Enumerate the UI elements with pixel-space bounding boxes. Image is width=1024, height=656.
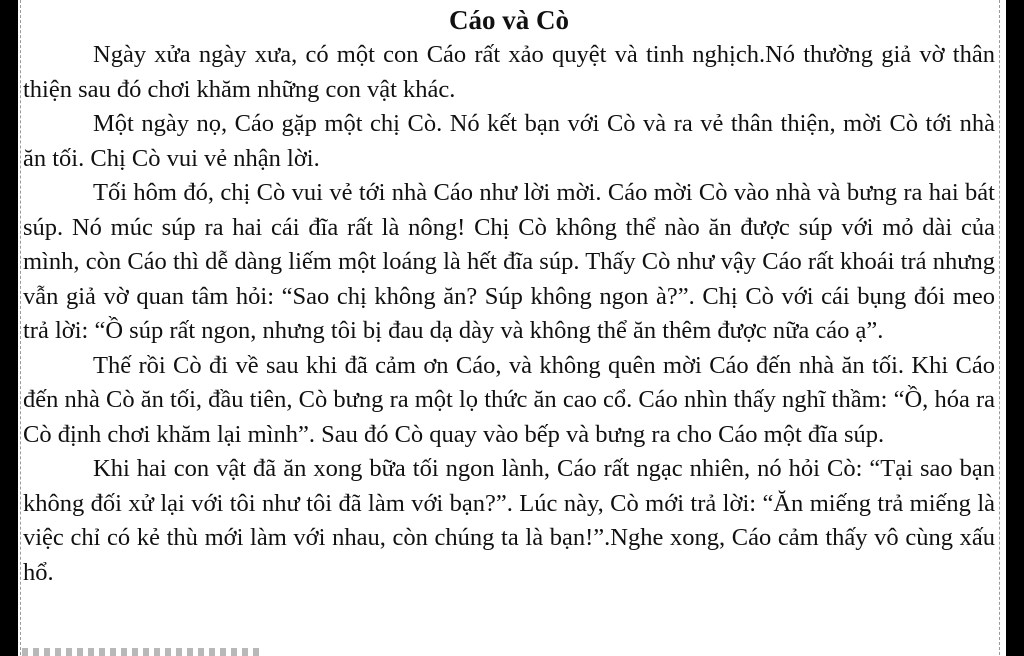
cut-off-next-line (22, 648, 262, 656)
document-body (23, 2, 995, 590)
paragraph-2: Một ngày nọ, Cáo gặp một chị Cò. Nó kết bạn với Cò và ra vẻ thân thiện, mời Cò tới nhà ăn tối. Chị Cò vui vẻ nhận lời. (23, 110, 995, 172)
document-page (18, 0, 1006, 656)
paragraph-5: Khi hai con vật đã ăn xong bữa tối ngon lành, Cáo rất ngạc nhiên, nó hỏi Cò: “Tại sao bạn không đối xử lại với tôi như tôi đã làm với bạn?”. Lúc này, Cò mới trả lời: “Ăn miếng trả miếng là việc chỉ có kẻ thù mới làm với nhau, còn chúng ta là bạn!”.Nghe xong, Cáo cảm thấy vô cùng xấu hổ. (23, 455, 995, 586)
paragraph-3: Tối hôm đó, chị Cò vui vẻ tới nhà Cáo như lời mời. Cáo mời Cò vào nhà và bưng ra hai bát súp. Nó múc súp ra hai cái đĩa rất là nông! Chị Cò không thể nào ăn được súp với mỏ dài của mình, còn Cáo thì dễ dàng liếm một loáng là hết đĩa súp. Thấy Cò như vậy Cáo rất khoái trá nhưng vẫn giả vờ quan tâm hỏi: “Sao chị không ăn? Súp không ngon à?”. Chị Cò với cái bụng đói meo trả lời: “Ồ súp rất ngon, nhưng tôi bị đau dạ dày và không thể ăn thêm được nữa cáo ạ”. (23, 179, 995, 344)
paragraph-4: Thế rồi Cò đi về sau khi đã cảm ơn Cáo, và không quên mời Cáo đến nhà ăn tối. Khi Cáo đến nhà Cò ăn tối, đầu tiên, Cò bưng ra một lọ thức ăn cao cổ. Cáo nhìn thấy nghĩ thầm: “Ồ, hóa ra Cò định chơi khăm lại mình”. Sau đó Cò quay vào bếp và bưng ra cho Cáo một đĩa súp. (23, 351, 995, 448)
story-title: Cáo và Cò (449, 5, 569, 35)
paragraph-1: Ngày xửa ngày xưa, có một con Cáo rất xảo quyệt và tinh nghịch.Nó thường giả vờ thân thiện sau đó chơi khăm những con vật khác. (23, 41, 995, 103)
